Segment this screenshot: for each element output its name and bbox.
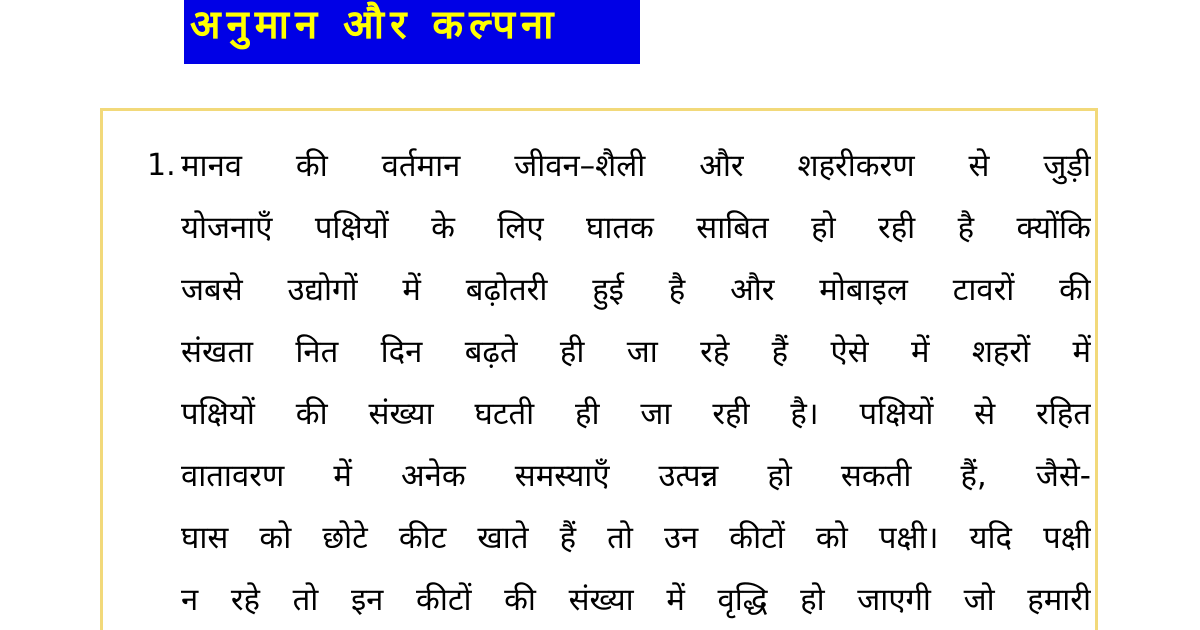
paragraph-line: वातावरण में अनेक समस्याएँ उत्पन्न हो सकती हैं, जैसे-	[181, 458, 1091, 494]
paragraph-line: संखता नित दिन बढ़ते ही जा रहे हैं ऐसे में शहरों में	[181, 334, 1091, 370]
paragraph-line: योजनाएँ पक्षियों के लिए घातक साबित हो रही है क्योंकि	[181, 210, 1091, 246]
paragraph-line: जबसे उद्योगों में बढ़ोतरी हुई है और मोबाइल टावरों की	[181, 272, 1091, 308]
page-title: अनुमान और कल्पना	[190, 2, 560, 48]
item-number: 1.	[147, 148, 176, 183]
item-paragraph	[181, 135, 1091, 630]
title-banner	[184, 0, 640, 64]
paragraph-line: घास को छोटे कीट खाते हैं तो उन कीटों को पक्षी। यदि पक्षी	[181, 520, 1091, 556]
content-box	[100, 108, 1098, 630]
paragraph-line: न रहे तो इन कीटों की संख्या में वृद्धि हो जाएगी जो हमारी	[181, 582, 1091, 618]
paragraph-line: पक्षियों की संख्या घटती ही जा रही है। पक्षियों से रहित	[181, 396, 1091, 432]
paragraph-line: मानव की वर्तमान जीवन–शैली और शहरीकरण से जुड़ी	[181, 148, 1091, 184]
